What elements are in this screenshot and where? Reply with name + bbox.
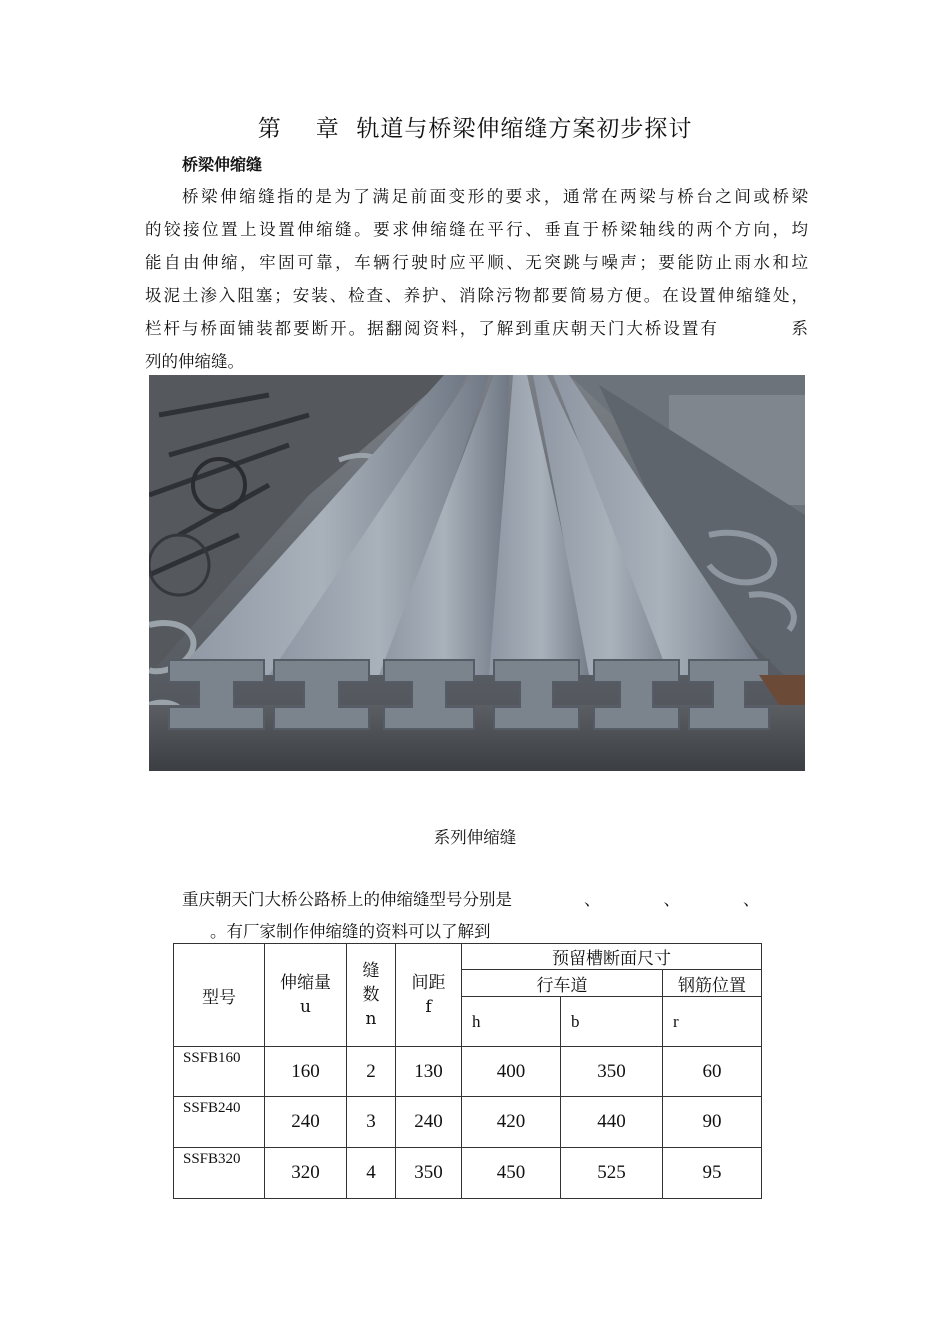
separator: 、 <box>663 890 680 909</box>
paragraph2-line1 <box>182 886 760 910</box>
header-expansion <box>265 944 347 1047</box>
header-seams-label-1: 缝 <box>362 961 380 981</box>
expansion-joint-photo <box>149 375 805 771</box>
paragraph-line: 栏杆与桥面铺装都要断开。据翻阅资料，了解到重庆朝天门大桥设置有 系 <box>145 319 808 338</box>
chapter-text: 轨道与桥梁伸缩缝方案初步探讨 <box>356 116 693 142</box>
cell-r: 60 <box>663 1047 762 1097</box>
table-row <box>174 1097 762 1148</box>
chapter-prefix: 第 <box>257 116 282 142</box>
header-spacing-label: 间距 <box>411 973 446 993</box>
cell-model: SSFB320 <box>174 1148 265 1199</box>
header-group: 预留槽断面尺寸 <box>462 944 762 970</box>
header-rebar: 钢筋位置 <box>663 970 762 997</box>
cell-r: 90 <box>663 1097 762 1148</box>
cell-b: 350 <box>561 1047 663 1097</box>
cell-n: 3 <box>347 1097 396 1148</box>
paragraph2-line2: 。有厂家制作伸缩缝的资料可以了解到 <box>210 922 491 941</box>
cell-h: 450 <box>462 1148 561 1199</box>
cell-n: 4 <box>347 1148 396 1199</box>
paragraph-line: 圾泥土渗入阻塞；安装、检查、养护、消除污物都要简易方便。在设置伸缩缝处， <box>145 286 808 305</box>
header-spacing-unit: f <box>425 997 432 1017</box>
header-model: 型号 <box>174 944 265 1047</box>
cell-f: 350 <box>396 1148 462 1199</box>
spec-table <box>173 943 762 1199</box>
cell-b: 525 <box>561 1148 663 1199</box>
header-expansion-label: 伸缩量 <box>280 973 331 993</box>
cell-f: 130 <box>396 1047 462 1097</box>
cell-f: 240 <box>396 1097 462 1148</box>
header-seams-label-2: 数 <box>362 985 380 1005</box>
body-paragraph <box>145 180 808 378</box>
chapter-suffix: 章 <box>315 116 340 142</box>
cell-u: 320 <box>265 1148 347 1199</box>
paragraph-line: 列的伸缩缝。 <box>145 352 244 371</box>
figure-caption: 系列伸缩缝 <box>433 828 517 847</box>
cell-h: 420 <box>462 1097 561 1148</box>
cell-n: 2 <box>347 1047 396 1097</box>
header-seams <box>347 944 396 1047</box>
paragraph2-text: 重庆朝天门大桥公路桥上的伸缩缝型号分别是 <box>182 890 512 909</box>
paragraph-line: 能自由伸缩，牢固可靠，车辆行驶时应平顺、无突跳与噪声；要能防止雨水和垃 <box>145 253 808 272</box>
table-row <box>174 1047 762 1097</box>
header-seams-unit: n <box>365 1009 377 1029</box>
separator: 、 <box>743 890 760 909</box>
cell-u: 240 <box>265 1097 347 1148</box>
header-roadway: 行车道 <box>462 970 663 997</box>
header-expansion-unit: u <box>300 997 311 1017</box>
header-h: h <box>462 997 561 1047</box>
cell-h: 400 <box>462 1047 561 1097</box>
cell-b: 440 <box>561 1097 663 1148</box>
separator: 、 <box>584 890 601 909</box>
header-r: r <box>663 997 762 1047</box>
cell-model: SSFB240 <box>174 1097 265 1148</box>
section-title: 桥梁伸缩缝 <box>182 155 263 174</box>
cell-model: SSFB160 <box>174 1047 265 1097</box>
cell-r: 95 <box>663 1148 762 1199</box>
header-b: b <box>561 997 663 1047</box>
chapter-title <box>0 110 950 143</box>
paragraph-line: 桥梁伸缩缝指的是为了满足前面变形的要求，通常在两梁与桥台之间或桥梁 <box>182 187 808 206</box>
table-row <box>174 1148 762 1199</box>
cell-u: 160 <box>265 1047 347 1097</box>
header-spacing <box>396 944 462 1047</box>
paragraph-line: 的铰接位置上设置伸缩缝。要求伸缩缝在平行、垂直于桥梁轴线的两个方向，均 <box>145 220 808 239</box>
